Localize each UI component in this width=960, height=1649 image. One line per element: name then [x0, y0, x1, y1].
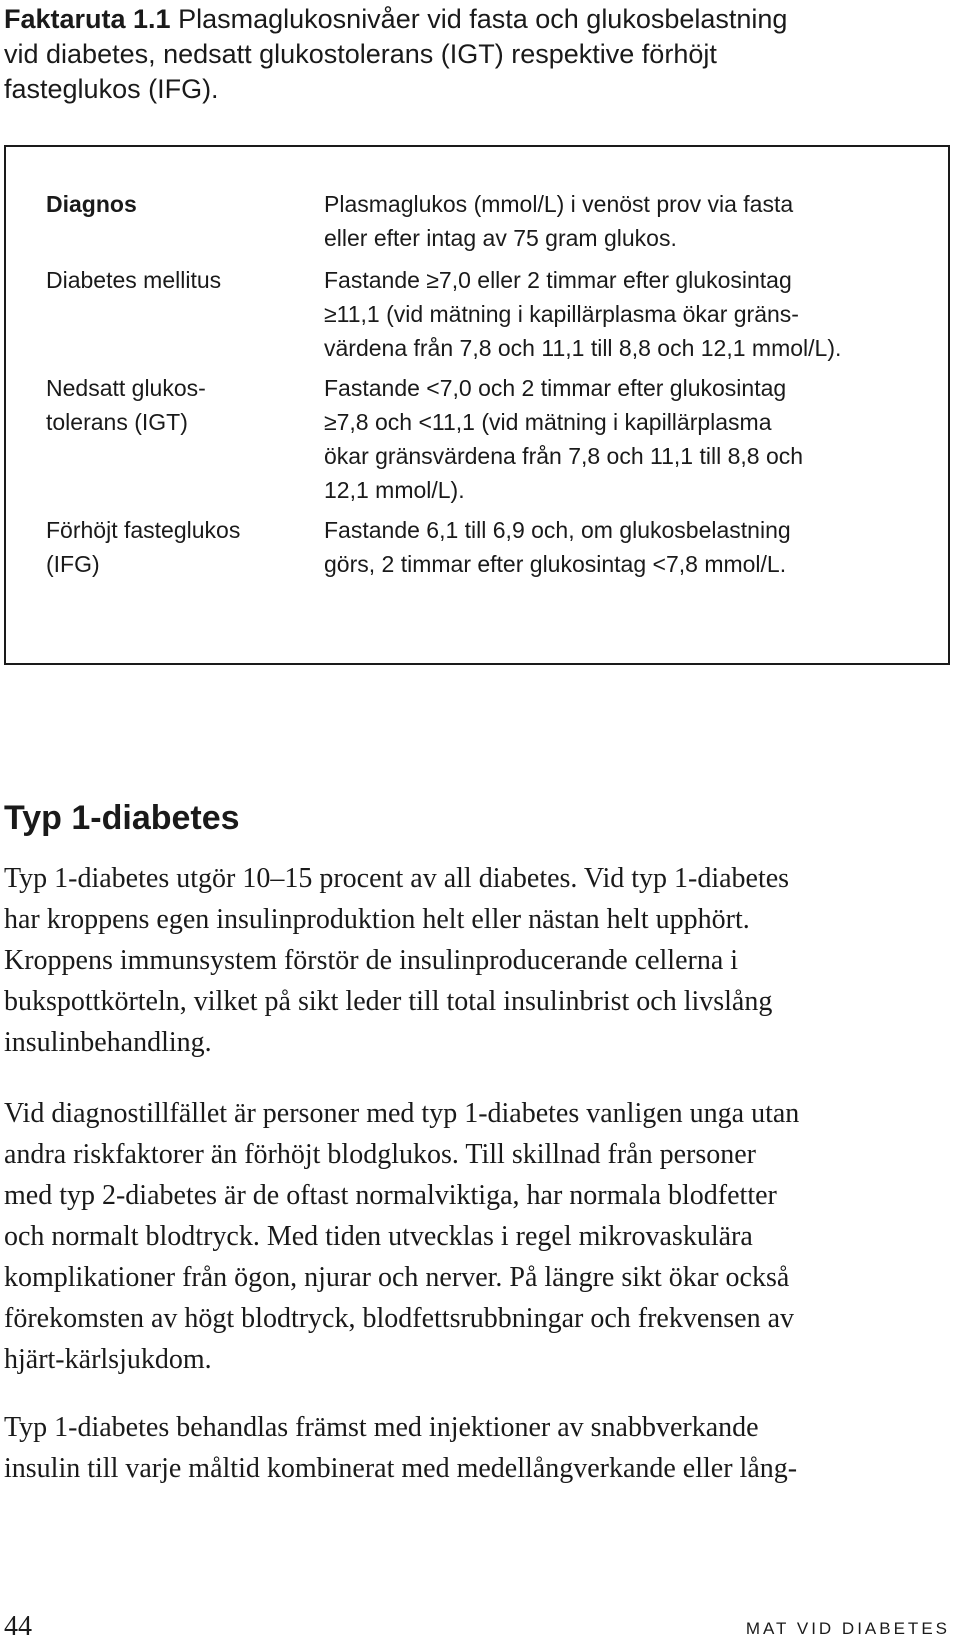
page-number: 44 — [4, 1611, 32, 1642]
criteria-line: värdena från 7,8 och 11,1 till 8,8 och 12,1 mmol/L). — [324, 335, 842, 361]
paragraph-line: andra riskfaktorer än förhöjt blodglukos. Till skillnad från personer — [4, 1139, 756, 1170]
paragraph-line: Kroppens immunsystem förstör de insulinproducerande cellerna i — [4, 945, 739, 976]
criteria-line: Fastande ≥7,0 eller 2 timmar efter glukosintag — [324, 267, 792, 293]
header-line: Plasmaglukos (mmol/L) i venöst prov via fasta — [324, 191, 794, 217]
caption-line: vid diabetes, nedsatt glukostolerans (IGT) respektive förhöjt — [4, 39, 717, 69]
criteria-ifg — [324, 513, 884, 581]
criteria-line: ≥11,1 (vid mätning i kapillärplasma ökar gräns- — [324, 301, 799, 327]
column-header-plasmaglukos — [324, 187, 884, 255]
paragraph-line: har kroppens egen insulinproduktion helt eller nästan helt upphört. — [4, 904, 750, 935]
paragraph-line: komplikationer från ögon, njurar och nerver. På längre sikt ökar också — [4, 1262, 790, 1293]
header-line: eller efter intag av 75 gram glukos. — [324, 225, 677, 251]
section-heading: Typ 1-diabetes — [4, 799, 240, 837]
criteria-diabetes-mellitus — [324, 263, 884, 365]
criteria-line: ≥7,8 och <11,1 (vid mätning i kapillärplasma — [324, 409, 772, 435]
diagnosis-line: (IFG) — [46, 551, 100, 577]
fact-box-table — [4, 145, 950, 665]
diagnosis-line: Nedsatt glukos- — [46, 375, 206, 401]
criteria-line: ökar gränsvärdena från 7,8 och 11,1 till 8,8 och — [324, 443, 804, 469]
diagnosis-diabetes-mellitus — [46, 263, 316, 297]
figure-caption — [4, 2, 904, 107]
column-header-diagnos: Diagnos — [46, 191, 137, 217]
criteria-line: Fastande <7,0 och 2 timmar efter glukosintag — [324, 375, 787, 401]
paragraph — [4, 858, 904, 1063]
caption-label: Faktaruta 1.1 — [4, 4, 171, 34]
diagnosis-line: Förhöjt fasteglukos — [46, 517, 241, 543]
caption-line: Plasmaglukosnivåer vid fasta och glukosbelastning — [178, 4, 788, 34]
diagnosis-igt — [46, 371, 316, 439]
diagnosis-ifg — [46, 513, 316, 581]
running-footer-title: MAT VID DIABETES — [745, 1619, 950, 1638]
paragraph-line: bukspottkörteln, vilket på sikt leder till total insulinbrist och livslång — [4, 986, 773, 1017]
criteria-line: 12,1 mmol/L). — [324, 477, 465, 503]
caption-line: fasteglukos (IFG). — [4, 74, 219, 104]
paragraph-line: Typ 1-diabetes utgör 10–15 procent av all diabetes. Vid typ 1-diabetes — [4, 863, 790, 894]
paragraph-line: Vid diagnostillfället är personer med typ 1-diabetes vanligen unga utan — [4, 1098, 800, 1129]
paragraph-line: och normalt blodtryck. Med tiden utvecklas i regel mikrovaskulära — [4, 1221, 753, 1252]
criteria-line: Fastande 6,1 till 6,9 och, om glukosbelastning — [324, 517, 791, 543]
paragraph — [4, 1093, 904, 1380]
diagnosis-line: tolerans (IGT) — [46, 409, 188, 435]
paragraph-line: förekomsten av högt blodtryck, blodfettsrubbningar och frekvensen av — [4, 1303, 795, 1334]
paragraph-line: hjärt-kärlsjukdom. — [4, 1344, 212, 1375]
paragraph-line: med typ 2-diabetes är de oftast normalviktiga, har normala blodfetter — [4, 1180, 777, 1211]
paragraph-line: insulin till varje måltid kombinerat med medellångverkande eller lång- — [4, 1453, 798, 1484]
criteria-line: görs, 2 timmar efter glukosintag <7,8 mmol/L. — [324, 551, 787, 577]
paragraph — [4, 1407, 904, 1489]
criteria-igt — [324, 371, 884, 507]
diagnosis-line: Diabetes mellitus — [46, 267, 222, 293]
paragraph-line: Typ 1-diabetes behandlas främst med injektioner av snabbverkande — [4, 1412, 759, 1443]
paragraph-line: insulinbehandling. — [4, 1027, 212, 1058]
